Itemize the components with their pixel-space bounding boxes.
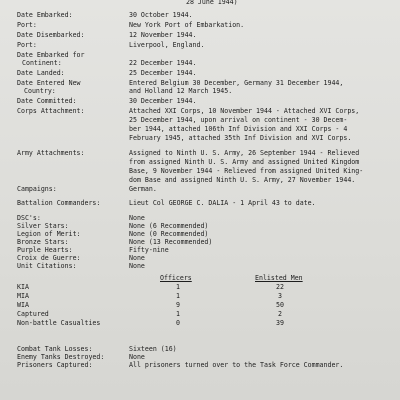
field-value: 30 October 1944. bbox=[129, 11, 193, 19]
battalion-value: Lieut Col GEORGE C. DALIA - 1 April 43 to date. bbox=[129, 199, 316, 207]
award-label: Unit Citations: bbox=[17, 262, 77, 270]
award-label: Purple Hearts: bbox=[17, 246, 73, 254]
enlisted-count: 50 bbox=[276, 301, 284, 309]
field-label: Port: bbox=[17, 21, 37, 29]
field-value: 22 December 1944. bbox=[129, 59, 197, 67]
field-label: Country: bbox=[24, 87, 56, 95]
footer-value: None bbox=[129, 353, 145, 361]
corps-continuation: ber 1944, attached 106th Inf Division and XXI Corps - 4 bbox=[129, 125, 348, 133]
enlisted-count: 3 bbox=[278, 292, 282, 300]
header-fragment: 28 June 1944) bbox=[186, 0, 238, 6]
award-label: Croix de Guerre: bbox=[17, 254, 81, 262]
field-value: New York Port of Embarkation. bbox=[129, 21, 245, 29]
army-line: from assigned Ninth U. S. Army and assigned United Kingdom bbox=[129, 158, 360, 166]
field-label: Date Disembarked: bbox=[17, 31, 85, 39]
officers-count: 1 bbox=[176, 292, 180, 300]
field-value: Liverpool, England. bbox=[129, 41, 205, 49]
campaigns-label: Campaigns: bbox=[17, 185, 57, 193]
field-label: Date Committed: bbox=[17, 97, 77, 105]
award-value: None bbox=[129, 214, 145, 222]
army-label: Army Attachments: bbox=[17, 149, 85, 157]
casualty-label: KIA bbox=[17, 283, 29, 291]
field-value: 12 November 1944. bbox=[129, 31, 197, 39]
officers-count: 1 bbox=[176, 310, 180, 318]
officers-count: 0 bbox=[176, 319, 180, 327]
field-value: and Holland 12 March 1945. bbox=[129, 87, 233, 95]
award-label: Silver Stars: bbox=[17, 222, 69, 230]
award-value: None bbox=[129, 254, 145, 262]
field-label: Date Entered New bbox=[17, 79, 81, 87]
field-value: 25 December 1944. bbox=[129, 69, 197, 77]
award-value: None (6 Recommended) bbox=[129, 222, 209, 230]
award-label: DSC's: bbox=[17, 214, 41, 222]
col-officers: Officers bbox=[160, 274, 192, 282]
field-label: Date Embarked: bbox=[17, 11, 73, 19]
corps-continuation: February 1945, attached 35th Inf Division and XVI Corps. bbox=[129, 134, 352, 142]
footer-value: Sixteen (16) bbox=[129, 345, 177, 353]
campaigns-value: German. bbox=[129, 185, 157, 193]
enlisted-count: 39 bbox=[276, 319, 284, 327]
field-label: Date Embarked for bbox=[17, 51, 85, 59]
col-enlisted: Enlisted Men bbox=[255, 274, 303, 282]
award-value: Fifty-nine bbox=[129, 246, 169, 254]
army-line: dom Base and assigned Ninth U. S. Army, 27 November 1944. bbox=[129, 176, 356, 184]
award-value: None (0 Recommended) bbox=[129, 230, 209, 238]
army-line: Assigned to Ninth U. S. Army, 26 September 1944 - Relieved bbox=[129, 149, 360, 157]
award-value: None (13 Recommended) bbox=[129, 238, 213, 246]
casualty-label: WIA bbox=[17, 301, 29, 309]
officers-count: 9 bbox=[176, 301, 180, 309]
casualty-label: MIA bbox=[17, 292, 29, 300]
enlisted-count: 22 bbox=[276, 283, 284, 291]
field-value: Attached XXI Corps, 10 November 1944 - Attached XVI Corps, bbox=[129, 107, 360, 115]
footer-label: Combat Tank Losses: bbox=[17, 345, 93, 353]
field-label: Continent: bbox=[22, 59, 62, 67]
footer-label: Prisoners Captured: bbox=[17, 361, 93, 369]
field-value: Entered Belgium 30 December, Germany 31 December 1944, bbox=[129, 79, 344, 87]
award-label: Legion of Merit: bbox=[17, 230, 81, 238]
battalion-label: Battalion Commanders: bbox=[17, 199, 101, 207]
field-value: 30 December 1944. bbox=[129, 97, 197, 105]
footer-value: All prisoners turned over to the Task Force Commander. bbox=[129, 361, 344, 369]
corps-continuation: 25 December 1944, upon arrival on continent - 30 Decem- bbox=[129, 116, 348, 124]
award-label: Bronze Stars: bbox=[17, 238, 69, 246]
army-line: Base, 9 November 1944 - Relieved from assigned United King- bbox=[129, 167, 364, 175]
field-label: Port: bbox=[17, 41, 37, 49]
officers-count: 1 bbox=[176, 283, 180, 291]
footer-label: Enemy Tanks Destroyed: bbox=[17, 353, 105, 361]
casualty-label: Non-battle Casualties bbox=[17, 319, 101, 327]
enlisted-count: 2 bbox=[278, 310, 282, 318]
casualty-label: Captured bbox=[17, 310, 49, 318]
field-label: Corps Attachment: bbox=[17, 107, 85, 115]
field-label: Date Landed: bbox=[17, 69, 65, 77]
award-value: None bbox=[129, 262, 145, 270]
